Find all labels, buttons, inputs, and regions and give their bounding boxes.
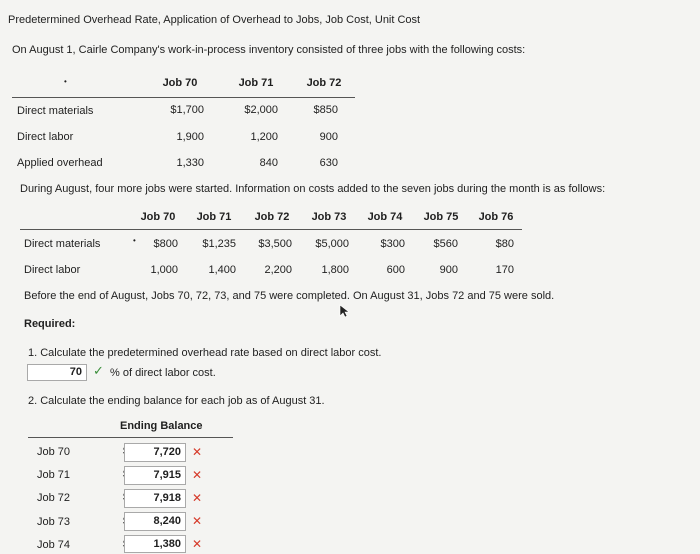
table2-header: Job 70 <box>140 211 176 223</box>
table1-row-label: Direct labor <box>17 131 74 143</box>
table1-row-label: Applied overhead <box>17 157 103 169</box>
table1-header-job72: Job 72 <box>306 77 342 89</box>
q1-text: 1. Calculate the predetermined overhead rate based on direct labor cost. <box>28 347 382 359</box>
table2-row-label: Direct labor <box>24 264 81 276</box>
table1-cell: 1,200 <box>250 131 278 143</box>
table1-header-rule <box>12 97 355 98</box>
job-label: Job 72 <box>37 492 71 504</box>
overhead-rate-input[interactable]: 70 <box>27 364 87 381</box>
job-label: Job 73 <box>37 516 71 528</box>
table2-cell: 2,200 <box>264 264 292 276</box>
table2-cell: 1,800 <box>321 264 349 276</box>
ending-balance-header-rule <box>28 437 233 438</box>
table2-header: Job 71 <box>196 211 232 223</box>
table1-cell: 1,900 <box>176 131 204 143</box>
table2-header: Job 74 <box>367 211 403 223</box>
table2-cell: $800 <box>153 238 178 250</box>
table2-cell: 900 <box>439 264 458 276</box>
table2-cell: 170 <box>495 264 514 276</box>
cross-icon: ✕ <box>192 491 203 505</box>
table2-header: Job 73 <box>311 211 347 223</box>
table1-header-job70: Job 70 <box>162 77 198 89</box>
during-text: During August, four more jobs were started. Information on costs added to the seven jobs during the month is as follows: <box>20 183 606 195</box>
table2-cell: $1,235 <box>202 238 236 250</box>
job-label: Job 74 <box>37 539 71 551</box>
table2-cell: $560 <box>433 238 458 250</box>
table2-cell: $300 <box>380 238 405 250</box>
job-label: Job 71 <box>37 469 71 481</box>
q1-suffix: % of direct labor cost. <box>110 367 216 379</box>
table2-cell: 1,000 <box>150 264 178 276</box>
job-label: Job 70 <box>37 446 71 458</box>
cross-icon: ✕ <box>192 537 203 551</box>
mouse-cursor-icon <box>339 304 351 318</box>
cross-icon: ✕ <box>192 468 203 482</box>
table2-cell: 600 <box>386 264 405 276</box>
q2-text: 2. Calculate the ending balance for each job as of August 31. <box>28 395 325 407</box>
required-label: Required: <box>24 318 76 330</box>
check-icon: ✓ <box>93 363 104 378</box>
table1-cell: 1,330 <box>176 157 204 169</box>
table2-header: Job 76 <box>478 211 514 223</box>
table2-cell: 1,400 <box>208 264 236 276</box>
table2-header: Job 72 <box>254 211 290 223</box>
table1-cell: $850 <box>313 104 338 116</box>
table1-cell: 630 <box>319 157 338 169</box>
table-dot: • <box>64 77 67 86</box>
table1-header-job71: Job 71 <box>238 77 274 89</box>
table1-cell: 840 <box>259 157 278 169</box>
ending-balance-input-job-70[interactable]: 7,720 <box>124 443 186 462</box>
table1-row-label: Direct materials <box>17 105 94 117</box>
table1-cell: $1,700 <box>170 104 204 116</box>
page-title: Predetermined Overhead Rate, Application of Overhead to Jobs, Job Cost, Unit Cost <box>8 14 421 26</box>
intro-text: On August 1, Cairle Company's work-in-process inventory consisted of three jobs with the following costs: <box>12 44 526 56</box>
ending-balance-header: Ending Balance <box>120 420 203 432</box>
table2-cell: $3,500 <box>258 238 292 250</box>
cross-icon: ✕ <box>192 514 203 528</box>
cross-icon: ✕ <box>192 445 203 459</box>
ending-balance-input-job-71[interactable]: 7,915 <box>124 466 186 485</box>
table2-cell: $80 <box>495 238 514 250</box>
table-dot: • <box>133 236 136 245</box>
table2-row-label: Direct materials <box>24 238 101 250</box>
table2-cell: $5,000 <box>315 238 349 250</box>
table2-header: Job 75 <box>423 211 459 223</box>
ending-balance-input-job-72[interactable]: 7,918 <box>124 489 186 508</box>
before-text: Before the end of August, Jobs 70, 72, 73, and 75 were completed. On August 31, Jobs 72 and 75 were sold. <box>24 290 555 302</box>
table2-header-rule <box>20 229 522 230</box>
table1-cell: 900 <box>319 131 338 143</box>
table1-cell: $2,000 <box>244 104 278 116</box>
ending-balance-input-job-74[interactable]: 1,380 <box>124 535 186 553</box>
ending-balance-input-job-73[interactable]: 8,240 <box>124 512 186 531</box>
